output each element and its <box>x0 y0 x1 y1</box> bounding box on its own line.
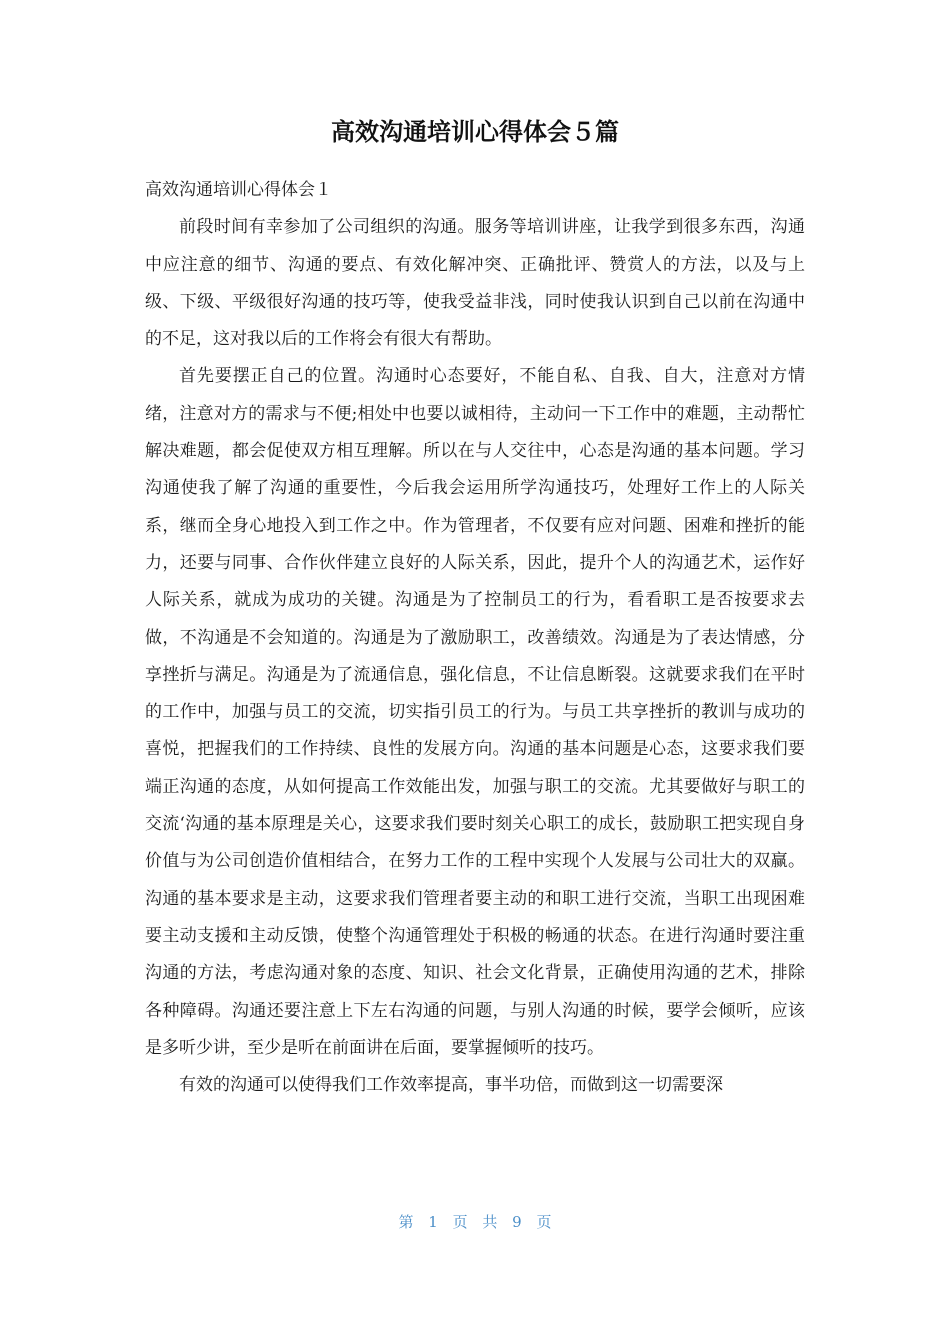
page-number-footer: 第 1 页 共 9 页 <box>398 1213 552 1231</box>
document-body <box>145 172 805 1104</box>
section-heading: 高效沟通培训心得体会１ <box>145 180 332 200</box>
paragraph: 首先要摆正自己的位置。沟通时心态要好，不能自私、自我、自大，注意对方情绪，注意对方的需求与不便;相处中也要以诚相待，主动问一下工作中的难题，主动帮忙解决难题，都会促使双方相互理解。所以在与人交往中，心态是沟通的基本问题。学习沟通使我了解了沟通的重要性，今后我会运用所学沟通技巧，处理好工作上的人际关系，继而全身心地投入到工作之中。作为管理者，不仅要有应对问题、困难和挫折的能力，还要与同事、合作伙伴建立良好的人际关系，因此，提升个人的沟通艺术，运作好人际关系，就成为成功的关键。沟通是为了控制员工的行为，看看职工是否按要求去做，不沟通是不会知道的。沟通是为了激励职工，改善绩效。沟通是为了表达情感，分享挫折与满足。沟通是为了流通信息，强化信息，不让信息断裂。这就要求我们在平时的工作中，加强与员工的交流，切实指引员工的行为。与员工共享挫折的教训与成功的喜悦，把握我们的工作持续、良性的发展方向。沟通的基本问题是心态，这要求我们要端正沟通的态度，从如何提高工作效能出发，加强与职工的交流。尤其要做好与职工的交流‘沟通的基本原理是关心，这要求我们要时刻关心职工的成长，鼓励职工把实现自身价值与为公司创造价值相结合，在努力工作的工程中实现个人发展与公司壮大的双赢。沟通的基本要求是主动，这要求我们管理者要主动的和职工进行交流，当职工出现困难要主动支援和主动反馈，使整个沟通管理处于积极的畅通的状态。在进行沟通时要注重沟通的方法，考虑沟通对象的态度、知识、社会文化背景，正确使用沟通的艺术，排除各种障碍。沟通还要注意上下左右沟通的问题，与别人沟通的时候，要学会倾听，应该是多听少讲，至少是听在前面讲在后面，要掌握倾听的技巧。 <box>145 366 805 1058</box>
document-title: 高效沟通培训心得体会５篇 <box>331 118 619 146</box>
paragraph: 前段时间有幸参加了公司组织的沟通。服务等培训讲座，让我学到很多东西，沟通中应注意的细节、沟通的要点、有效化解冲突、正确批评、赞赏人的方法，以及与上级、下级、平级很好沟通的技巧等，使我受益非浅，同时使我认识到自己以前在沟通中的不足，这对我以后的工作将会有很大有帮助。 <box>145 217 805 350</box>
paragraph: 有效的沟通可以使得我们工作效率提高，事半功倍，而做到这一切需要深 <box>179 1075 723 1096</box>
